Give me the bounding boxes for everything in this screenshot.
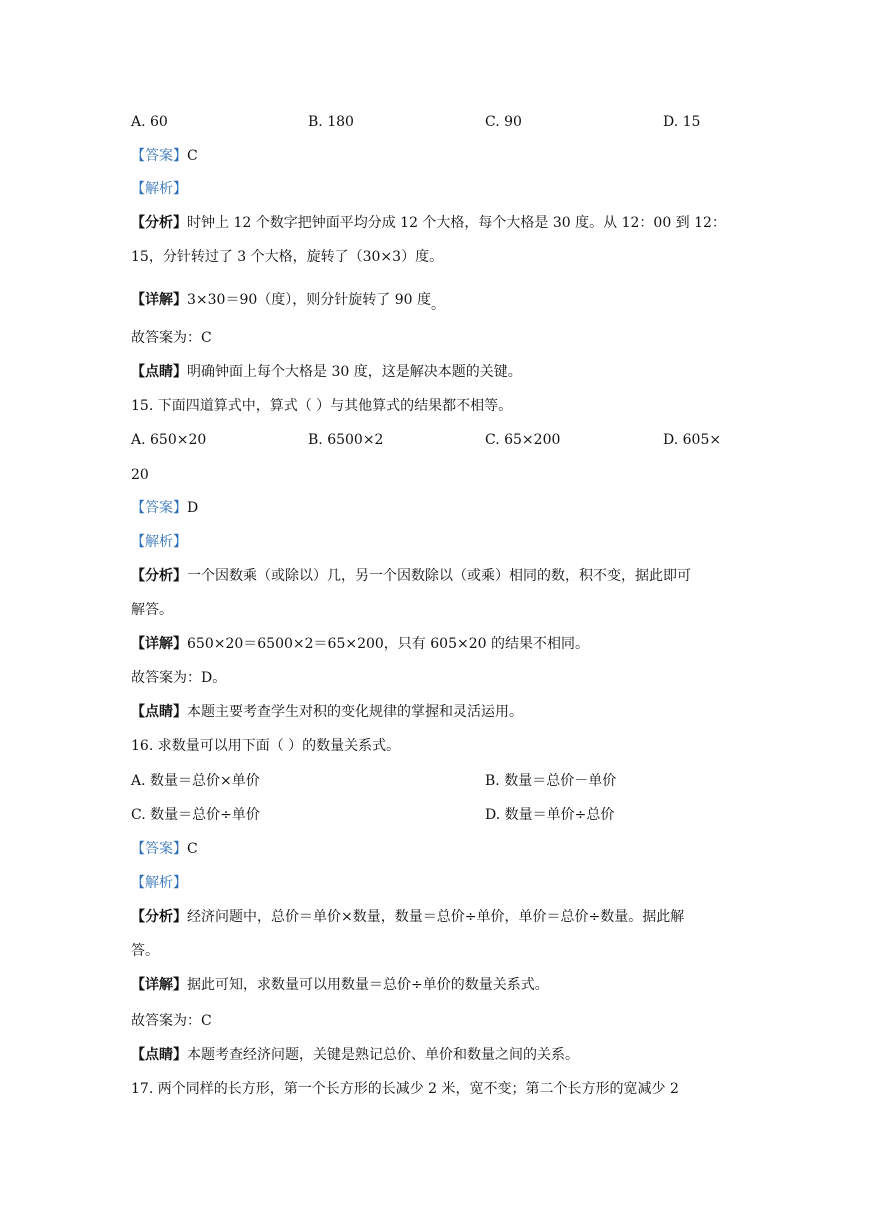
answer-value: C (187, 841, 198, 857)
q16-xiangjie (131, 975, 549, 995)
q15-option-c: C. 65×200 (485, 432, 561, 448)
dianjing-label: 【点睛】 (131, 704, 187, 720)
q16-option-a: A. 数量＝总价×单价 (131, 773, 260, 789)
q16-question: 16. 求数量可以用下面（ ）的数量关系式。 (131, 738, 401, 754)
q15-xiangjie (131, 634, 589, 654)
q14-fenxi (131, 213, 726, 233)
q14-option-c: C. 90 (485, 114, 522, 130)
answer-label: 【答案】 (131, 841, 187, 857)
answer-label: 【答案】 (131, 500, 187, 516)
q15-option-d: D. 605× (663, 432, 722, 448)
q16-fenxi (131, 907, 684, 927)
fenxi-text: 一个因数乘（或除以）几，另一个因数除以（或乘）相同的数，积不变，据此即可 (187, 568, 691, 584)
analysis-label: 【解析】 (131, 181, 187, 197)
q14-option-a: A. 60 (131, 114, 168, 130)
fenxi-text: 经济问题中，总价＝单价×数量，数量＝总价÷单价，单价＝总价÷数量。据此解 (187, 909, 685, 925)
q15-option-a: A. 650×20 (131, 432, 207, 448)
xiangjie-end: 。 (430, 297, 445, 313)
q15-option-d-wrap: 20 (131, 467, 149, 483)
q16-option-d: D. 数量＝单价÷总价 (485, 807, 615, 823)
xiangjie-text: 650×20＝6500×2＝65×200，只有 605×20 的结果不相同。 (187, 636, 589, 652)
q14-fenxi-cont: 15，分针转过了 3 个大格，旋转了（30×3）度。 (131, 249, 444, 265)
q15-analysis-heading (131, 532, 187, 552)
dianjing-label: 【点睛】 (131, 1047, 187, 1063)
q15-fenxi-cont: 解答。 (131, 602, 173, 618)
q14-answer (131, 146, 198, 166)
dianjing-label: 【点睛】 (131, 364, 187, 380)
dianjing-text: 本题主要考查学生对积的变化规律的掌握和灵活运用。 (187, 704, 523, 720)
q16-option-b: B. 数量＝总价－单价 (485, 773, 617, 789)
q14-xiangjie (131, 290, 445, 313)
q15-answer (131, 498, 198, 518)
analysis-label: 【解析】 (131, 875, 187, 891)
fenxi-text: 时钟上 12 个数字把钟面平均分成 12 个大格，每个大格是 30 度。从 12：00 到 12： (187, 215, 726, 231)
xiangjie-label: 【详解】 (131, 636, 187, 652)
xiangjie-label: 【详解】 (131, 977, 187, 993)
q15-option-b: B. 6500×2 (308, 432, 384, 448)
xiangjie-label: 【详解】 (131, 292, 187, 308)
dianjing-text: 明确钟面上每个大格是 30 度，这是解决本题的关键。 (187, 364, 522, 380)
q15-fenxi (131, 566, 691, 586)
answer-label: 【答案】 (131, 148, 187, 164)
xiangjie-text: 3×30＝90（度），则分针旋转了 90 度 (187, 292, 431, 308)
q17-question: 17. 两个同样的长方形，第一个长方形的长减少 2 米，宽不变；第二个长方形的宽减少 2 (131, 1081, 679, 1097)
q16-answer (131, 839, 198, 859)
answer-value: C (187, 148, 198, 164)
q15-question: 15. 下面四道算式中，算式（ ）与其他算式的结果都不相等。 (131, 398, 513, 414)
q14-dianjing (131, 362, 522, 382)
dianjing-text: 本题考查经济问题，关键是熟记总价、单价和数量之间的关系。 (187, 1047, 579, 1063)
q16-analysis-heading (131, 873, 187, 893)
q14-analysis-heading (131, 179, 187, 199)
fenxi-label: 【分析】 (131, 568, 187, 584)
q14-option-b: B. 180 (308, 114, 354, 130)
q15-conclusion: 故答案为：D。 (131, 670, 227, 686)
q14-conclusion: 故答案为：C (131, 330, 212, 346)
xiangjie-text: 据此可知，求数量可以用数量＝总价÷单价的数量关系式。 (187, 977, 549, 993)
analysis-label: 【解析】 (131, 534, 187, 550)
q16-conclusion: 故答案为：C (131, 1013, 212, 1029)
fenxi-label: 【分析】 (131, 215, 187, 231)
fenxi-label: 【分析】 (131, 909, 187, 925)
q16-option-c: C. 数量＝总价÷单价 (131, 807, 260, 823)
q14-option-d: D. 15 (663, 114, 701, 130)
q16-fenxi-cont: 答。 (131, 943, 159, 959)
answer-value: D (187, 500, 199, 516)
q16-dianjing (131, 1045, 579, 1065)
q15-dianjing (131, 702, 523, 722)
